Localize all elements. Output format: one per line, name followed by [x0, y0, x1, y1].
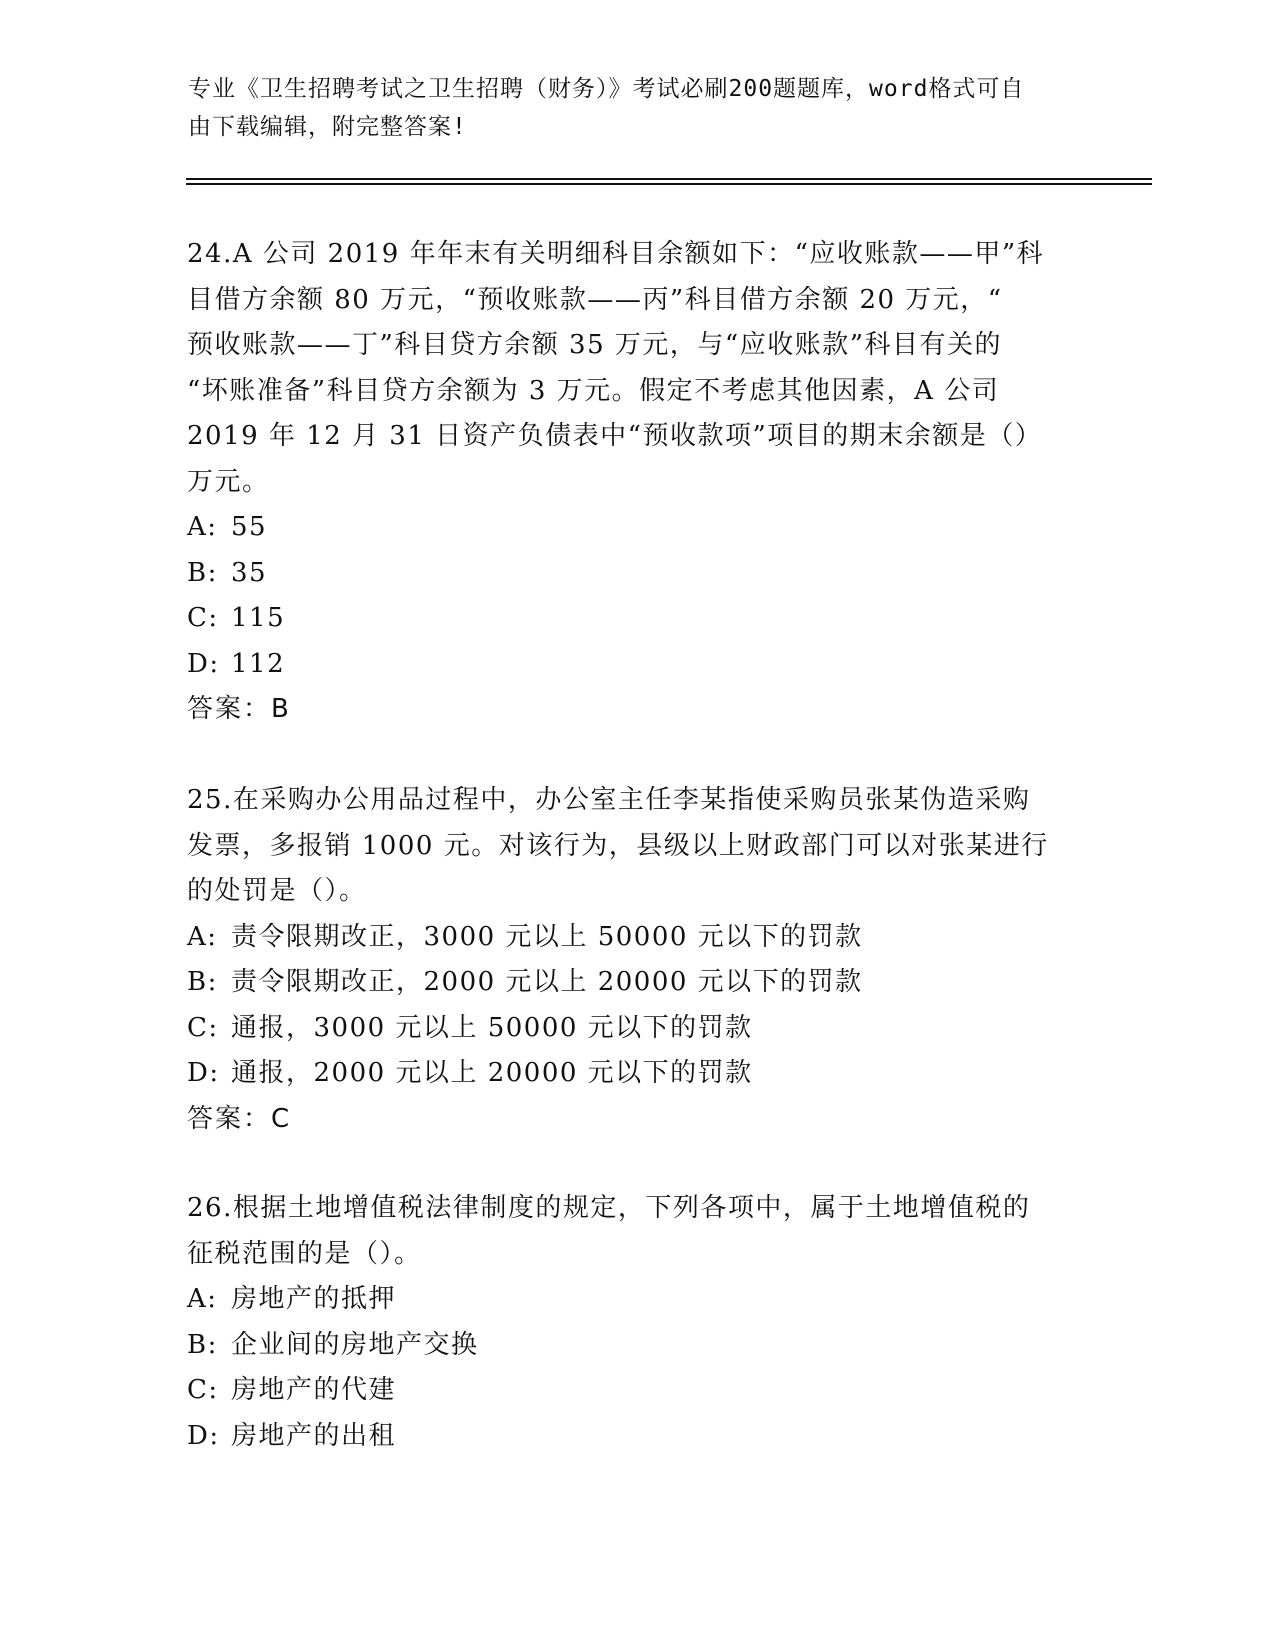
option-c	[187, 1368, 1087, 1414]
option-letter: C:	[187, 1012, 219, 1043]
question-26	[187, 1186, 1087, 1459]
option-a	[187, 915, 1087, 961]
question-line: 目借方余额 80 万元，“预收账款——丙”科目借方余额 20 万元，“	[187, 284, 1003, 315]
option-text: 55	[231, 512, 268, 542]
option-letter: A:	[187, 921, 218, 952]
question-line: 根据土地增值税法律制度的规定，下列各项中，属于土地增值税的	[232, 1193, 1031, 1223]
question-number: 25.	[187, 785, 233, 815]
answer-label: 答案：	[187, 694, 272, 724]
option-text: 企业间的房地产交换	[231, 1329, 479, 1360]
option-letter: A:	[187, 1284, 218, 1314]
option-a	[187, 1277, 1087, 1323]
option-letter: B:	[187, 1329, 218, 1360]
option-text: 责令限期改正，3000 元以上 50000 元以下的罚款	[231, 921, 863, 952]
option-d	[187, 1051, 1087, 1097]
option-text: 通报，3000 元以上 50000 元以下的罚款	[231, 1012, 753, 1043]
option-text: 房地产的抵押	[231, 1284, 397, 1314]
option-letter: D:	[187, 1058, 220, 1088]
document-header	[188, 70, 1068, 146]
question-line: 的处罚是（）。	[187, 876, 367, 906]
question-line: 2019 年 12 月 31 日资产负债表中“预收款项”项目的期末余额是（）	[187, 421, 1043, 451]
question-line: 征税范围的是（）。	[187, 1238, 422, 1269]
option-c	[187, 596, 1087, 642]
question-line: “坏账准备”科目贷方余额为 3 万元。假定不考虑其他因素，A 公司	[187, 375, 1000, 406]
question-text	[187, 1186, 1087, 1232]
question-number: 26.	[187, 1193, 233, 1223]
answer-value: B	[271, 694, 290, 724]
option-text: 通报，2000 元以上 20000 元以下的罚款	[231, 1058, 753, 1088]
option-text: 房地产的出租	[231, 1420, 397, 1451]
header-line-2: 由下载编辑，附完整答案!	[188, 114, 467, 140]
question-line: 发票，多报销 1000 元。对该行为，县级以上财政部门可以对张某进行	[187, 830, 1049, 861]
option-text: 112	[231, 648, 286, 679]
option-a	[187, 505, 1087, 551]
option-letter: D:	[187, 648, 220, 679]
option-d	[187, 1414, 1087, 1460]
option-letter: D:	[187, 1420, 220, 1451]
question-25	[187, 778, 1087, 1142]
option-c	[187, 1006, 1087, 1052]
question-text	[187, 232, 1087, 278]
option-letter: C:	[187, 603, 219, 633]
header-divider-top	[186, 178, 1152, 180]
question-number: 24.	[187, 239, 233, 269]
option-text: 115	[231, 603, 286, 633]
option-b	[187, 1323, 1087, 1369]
question-line: A 公司 2019 年年末有关明细科目余额如下：“应收账款——甲”科	[232, 239, 1045, 269]
question-line: 预收账款——丁”科目贷方余额 35 万元，与“应收账款”科目有关的	[187, 330, 1002, 360]
option-b	[187, 960, 1087, 1006]
question-line: 在采购办公用品过程中，办公室主任李某指使采购员张某伪造采购	[232, 785, 1031, 815]
option-letter: A:	[187, 512, 218, 542]
option-letter: C:	[187, 1375, 219, 1405]
option-text: 责令限期改正，2000 元以上 20000 元以下的罚款	[231, 967, 863, 997]
question-line: 万元。	[187, 466, 270, 497]
header-line-1: 专业《卫生招聘考试之卫生招聘（财务）》考试必刷200题题库，word格式可自	[188, 76, 1025, 102]
option-text: 房地产的代建	[231, 1375, 397, 1405]
option-d	[187, 642, 1087, 688]
answer-line	[187, 1097, 1087, 1143]
option-letter: B:	[187, 967, 218, 997]
header-divider-bottom	[186, 183, 1152, 185]
option-text: 35	[231, 557, 268, 588]
question-text	[187, 778, 1087, 824]
option-letter: B:	[187, 557, 218, 588]
answer-label: 答案：	[187, 1103, 272, 1134]
answer-value: C	[271, 1103, 291, 1134]
answer-line	[187, 687, 1087, 733]
question-24	[187, 232, 1087, 733]
option-b	[187, 551, 1087, 597]
